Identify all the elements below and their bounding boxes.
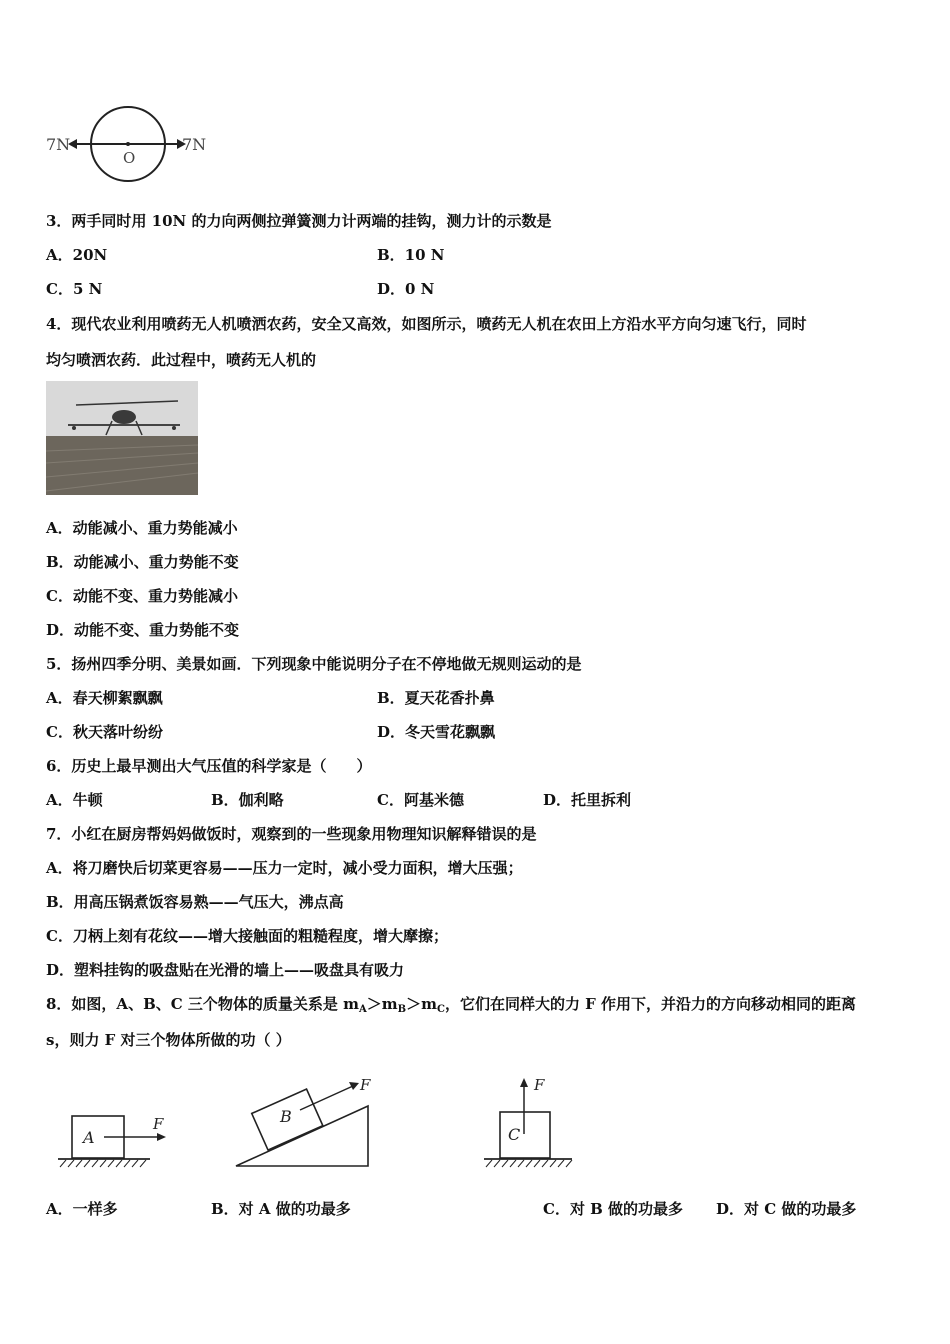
q3-option-d: D．0 N xyxy=(377,280,435,298)
q4-option-c: C．动能不变、重力势能减小 xyxy=(46,587,238,605)
force-ring-figure xyxy=(44,104,214,184)
force-c-label: F xyxy=(534,1076,545,1094)
q6-option-b: B．伽利略 xyxy=(211,791,284,809)
q8-sub-b: B xyxy=(397,1004,407,1015)
q7-option-c: C．刀柄上刻有花纹——增大接触面的粗糙程度，增大摩擦； xyxy=(46,927,448,945)
q5-option-c: C．秋天落叶纷纷 xyxy=(46,723,163,741)
floor-a-hatch xyxy=(60,1160,146,1167)
block-a-label: A xyxy=(83,1128,95,1147)
force-arrow-c-head xyxy=(520,1078,528,1087)
ring-center-label: O xyxy=(123,149,136,167)
ring-right-label: 7N xyxy=(182,135,207,154)
q4-option-d: D．动能不变、重力势能不变 xyxy=(46,621,240,639)
force-a-label: F xyxy=(153,1115,164,1133)
q8-sub-c: C xyxy=(436,1004,445,1015)
q3-stem: 3．两手同时用 10N 的力向两侧拉弹簧测力计两端的挂钩，测力计的示数是 xyxy=(46,212,552,230)
q8-figure-c xyxy=(478,1070,578,1170)
drone-illustration xyxy=(46,381,198,495)
force-arrow-b-head xyxy=(349,1082,359,1090)
q8-option-d: D．对 C 做的功最多 xyxy=(716,1200,857,1218)
q4-option-b: B．动能减小、重力势能不变 xyxy=(46,553,239,571)
q8-option-a: A．一样多 xyxy=(46,1200,118,1218)
floor-c-hatch xyxy=(486,1160,572,1167)
q5-option-b: B．夏天花香扑鼻 xyxy=(377,689,495,707)
q7-stem: 7．小红在厨房帮妈妈做饭时，观察到的一些现象用物理知识解释错误的是 xyxy=(46,825,537,843)
force-b-label: F xyxy=(360,1076,371,1094)
ring-center-dot xyxy=(126,142,130,146)
q8-figure-a xyxy=(52,1100,182,1172)
q3-option-a: A．20N xyxy=(46,246,108,264)
q8-gt2: ＞m xyxy=(406,995,437,1013)
q5-option-d: D．冬天雪花飘飘 xyxy=(377,723,496,741)
block-c-label: C xyxy=(508,1125,521,1144)
q8-stem-part1: 8．如图，A、B、C 三个物体的质量关系是 m xyxy=(46,995,360,1013)
q8-option-b: B．对 A 做的功最多 xyxy=(211,1200,351,1218)
q8-figure-b xyxy=(228,1070,388,1170)
ring-left-label: 7N xyxy=(46,135,71,154)
q6-option-c: C．阿基米德 xyxy=(377,791,464,809)
q4-stem-line2: 均匀喷洒农药．此过程中，喷药无人机的 xyxy=(46,351,317,369)
q8-sub-a: A xyxy=(359,1004,367,1015)
q7-option-d: D．塑料挂钩的吸盘贴在光滑的墙上——吸盘具有吸力 xyxy=(46,961,405,979)
force-arrow-a-head xyxy=(157,1133,166,1141)
q3-option-c: C．5 N xyxy=(46,280,103,298)
q4-stem-line1: 4．现代农业利用喷药无人机喷洒农药，安全又高效，如图所示，喷药无人机在农田上方沿水平方向匀速飞行，同时 xyxy=(46,315,807,333)
q4-option-a: A．动能减小、重力势能减小 xyxy=(46,519,238,537)
q6-option-a: A．牛顿 xyxy=(46,791,103,809)
q5-stem: 5．扬州四季分明、美景如画．下列现象中能说明分子在不停地做无规则运动的是 xyxy=(46,655,582,673)
block-b-label: B xyxy=(280,1107,292,1126)
drone-photo xyxy=(46,381,198,495)
q8-stem-part2: ，它们在同样大的力 F 作用下，并沿力的方向移动相同的距离 xyxy=(444,995,857,1013)
q6-stem: 6．历史上最早测出大气压值的科学家是（ ） xyxy=(46,757,372,775)
incline-b xyxy=(236,1106,368,1166)
q8-stem-line2: s，则力 F 对三个物体所做的功（ ） xyxy=(46,1031,291,1049)
q7-option-b: B．用高压锅煮饭容易熟——气压大，沸点高 xyxy=(46,893,344,911)
q3-option-b: B．10 N xyxy=(377,246,445,264)
q8-stem-line1 xyxy=(46,994,856,1020)
q7-option-a: A．将刀磨快后切菜更容易——压力一定时，减小受力面积，增大压强； xyxy=(46,859,523,877)
q8-option-c: C．对 B 做的功最多 xyxy=(543,1200,684,1218)
q8-gt1: ＞m xyxy=(366,995,398,1013)
force-arrow-b xyxy=(300,1086,353,1110)
q6-option-d: D．托里拆利 xyxy=(543,791,632,809)
q5-option-a: A．春天柳絮飘飘 xyxy=(46,689,163,707)
